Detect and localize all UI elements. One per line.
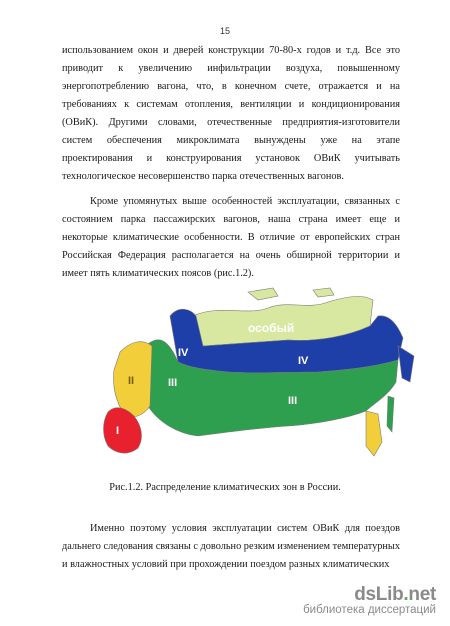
- zone-label: IV: [298, 355, 309, 367]
- watermark-tagline: библиотека диссертаций: [303, 604, 436, 616]
- arctic-island: [248, 288, 278, 300]
- watermark-logo: dsLib.net: [354, 584, 436, 605]
- zone-label: особый: [248, 321, 295, 335]
- sakhalin: [387, 396, 394, 432]
- paragraph-1: использованием окон и дверей конструкции 70-80-х годов и т.д. Все это приводит к увеличению инфильтрации воздуха, повышенному энергопотреблению вагона, что, в конечном счете, отражается и на требованиях к системам отопления, вентиляции и кондиционирования (ОВиК). Другими словами, отечественные предприятия-изготовители систем обеспечения микроклимата вынуждены уже на этапе проектирования и конструирования установок ОВиК учитывать технологическое несовершенство парка отечественных вагонов.: [62, 45, 400, 182]
- paragraph-3: Именно поэтому условия эксплуатации систем ОВиК для поездов дальнего следования связаны с довольно резким изменением температурных и влажностных условий при прохождении поездом разных климатических: [62, 523, 400, 570]
- zone-label: II: [128, 375, 135, 387]
- zone-label: IV: [178, 347, 189, 359]
- kamchatka: [398, 346, 414, 382]
- page-number: 15: [219, 26, 230, 36]
- zone-label: III: [288, 395, 298, 407]
- paragraph-2: Кроме упомянутых выше особенностей эксплуатации, связанных с состоянием парка пассажирских вагонов, наша страна имеет еще и некоторые климатические особенности. В отличие от европейских стран Российская Федерация располагается на очень обширной территории и имеет пять климатических поясов (рис.1.2).: [62, 196, 400, 279]
- climate-zone-map: [98, 286, 418, 476]
- figure-caption: Рис.1.2. Распределение климатических зон в России.: [109, 482, 341, 493]
- zone-label: III: [168, 377, 178, 389]
- zone-label: I: [116, 425, 120, 437]
- watermark: [261, 584, 436, 616]
- zone-ii-region-east: [366, 411, 382, 456]
- arctic-island: [313, 288, 334, 297]
